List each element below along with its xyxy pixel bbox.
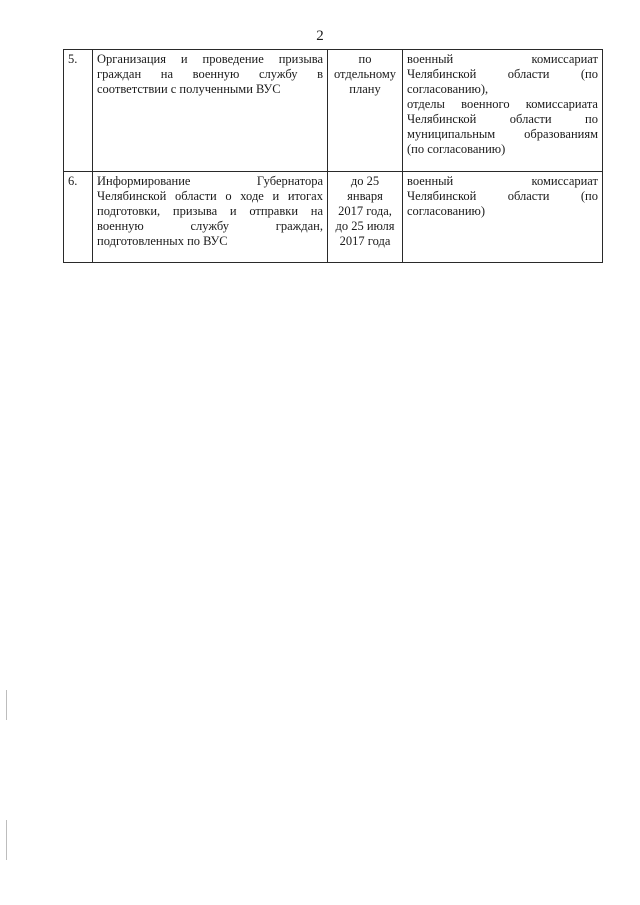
scan-edge-mark — [6, 690, 7, 720]
event-deadline — [328, 50, 403, 172]
responsible-line: согласованию) — [407, 204, 486, 218]
responsible-line: муниципальным образованиям — [407, 127, 598, 141]
deadline-line: плану — [349, 82, 381, 96]
deadline-line: до 25 января — [347, 174, 383, 203]
deadline-line: до 25 июля — [335, 219, 395, 233]
table-row — [64, 172, 603, 263]
deadline-line: 2017 года, — [338, 204, 392, 218]
row-number: 5. — [64, 50, 93, 172]
responsible-line: военный комиссариат — [407, 52, 598, 66]
scan-edge-mark — [6, 820, 7, 860]
table-row — [64, 50, 603, 172]
deadline-line: по — [358, 52, 372, 66]
responsible-party — [403, 172, 603, 263]
responsible-line: Челябинской области (по — [407, 189, 598, 203]
event-deadline — [328, 172, 403, 263]
event-description: Организация и проведение призыва граждан на военную службу в соответствии с полученными ВУС — [93, 50, 328, 172]
responsible-line: отделы военного комиссариата — [407, 97, 598, 111]
responsible-line: согласованию), — [407, 82, 489, 96]
deadline-line: отдельному — [333, 67, 397, 81]
responsible-party — [403, 50, 603, 172]
responsible-line: Челябинской области (по — [407, 67, 598, 81]
responsible-line: Челябинской области по — [407, 112, 598, 126]
events-table — [63, 49, 603, 263]
responsible-line: военный комиссариат — [407, 174, 598, 188]
responsible-line: (по согласованию) — [407, 142, 506, 156]
row-number: 6. — [64, 172, 93, 263]
page-number: 2 — [316, 28, 324, 44]
deadline-line: 2017 года — [339, 234, 391, 248]
event-description: Информирование Губернатора Челябинской области о ходе и итогах подготовки, призыва и отправки на военную службу граждан, подготовленных по ВУС — [93, 172, 328, 263]
